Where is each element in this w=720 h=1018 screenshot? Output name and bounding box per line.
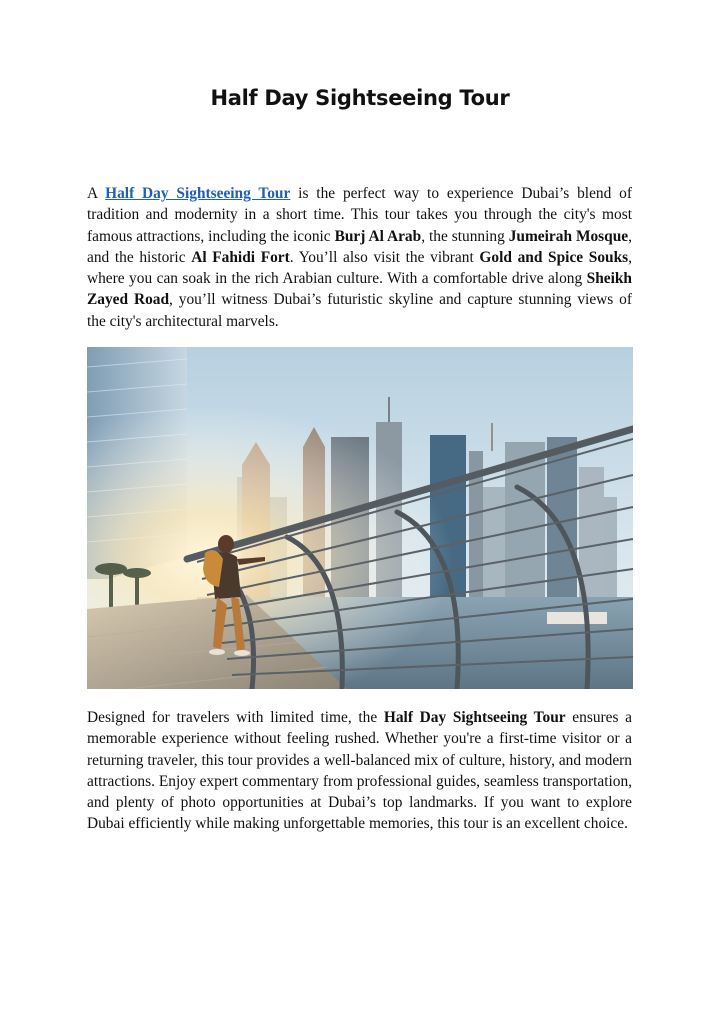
al-fahidi-fort-label: Al Fahidi Fort xyxy=(191,248,290,266)
details-paragraph xyxy=(87,707,632,835)
page-title: Half Day Sightseeing Tour xyxy=(210,86,510,110)
sheikh-zayed-road-label: Sheikh Zayed Road xyxy=(87,270,632,309)
souks-label: Gold and Spice Souks xyxy=(479,248,629,266)
details-text: Designed for travelers with limited time, the xyxy=(87,709,384,726)
burj-al-arab-label: Burj Al Arab xyxy=(334,227,422,245)
intro-text: , and the historic xyxy=(87,227,632,266)
intro-paragraph xyxy=(87,183,632,332)
intro-text: , where you can soak in the rich Arabian culture. With a comfortable drive along xyxy=(87,248,633,288)
tour-link[interactable]: Half Day Sightseeing Tour xyxy=(105,185,291,202)
intro-text: . You’ll also visit the vibrant xyxy=(289,248,480,266)
tour-name-label: Half Day Sightseeing Tour xyxy=(383,709,566,726)
intro-text: , the stunning xyxy=(421,227,509,245)
details-text: ensures a memorable experience without feeling rushed. Whether you're a first-time visitor or a returning traveler, this tour provides a well-balanced mix of culture, history, and modern attractions. Enjoy expert commentary from professional guides, seamless transportation, and plenty of photo opportunities at Dubai’s top landmarks. If you want to explore Dubai efficiently while making unforgettable memories, this tour is an excellent choice. xyxy=(87,709,632,833)
marina-photo xyxy=(87,347,633,689)
intro-text: A xyxy=(87,185,106,202)
intro-text: is the perfect way to experience Dubai’s blend of tradition and modernity in a short time. This tour takes you through the city's most famous attractions, including the iconic xyxy=(87,185,632,245)
jumeirah-mosque-label: Jumeirah Mosque xyxy=(508,227,629,245)
intro-text: , you’ll witness Dubai’s futuristic skyline and capture stunning views of the city's architectural marvels. xyxy=(87,291,632,330)
